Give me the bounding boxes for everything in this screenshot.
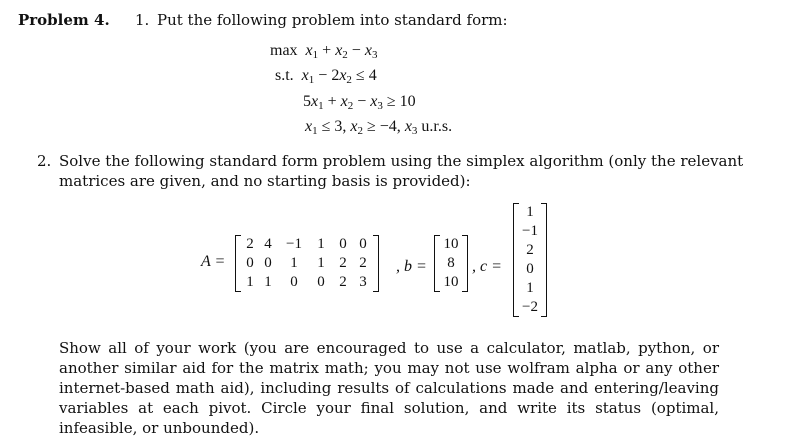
vector-b-row: 8 [447,255,455,271]
vector-c-row: −2 [522,299,538,315]
item1-text: Put the following problem into standard form: [157,11,508,29]
matrix-a-row: 0 0 1 1 2 2 [246,255,367,271]
lp-constraint-3: $x_1 \le 3$, $x_2 \ge -4$, $x_3$ u.r.s. [305,118,453,137]
item2-number: 2. [37,152,52,170]
vector-c-row: 0 [526,261,534,277]
vector-b [441,235,461,292]
matrix-a-row: 2 4 −1 1 0 0 [246,236,367,252]
item2-line1: Solve the following standard form problem using the simplex algorithm (only the relevant [59,152,744,170]
max-keyword: max [270,42,298,59]
lp-constraint-2: $5x_1 + x_2 - x_3 \ge 10$ [303,93,416,112]
vector-b-label: , b = [396,258,427,275]
lp-objective-line: $\max x_1 + x_2 - x_3$ [270,42,378,61]
vector-c-row: −1 [522,223,538,239]
vector-c-row: 2 [526,242,534,258]
item1-number: 1. [135,11,150,29]
vector-b-row: 10 [443,236,459,252]
matrix-a-row: 1 1 0 0 2 3 [246,274,367,290]
problem-label: Problem 4. [18,11,110,29]
st-keyword: s.t. [275,67,294,84]
matrix-a-label: A = [201,253,226,270]
urs-label: u.r.s. [421,118,453,135]
matrix-a [242,235,372,292]
vector-c-label: , c = [472,258,502,275]
instructions-paragraph: Show all of your work (you are encouraged to use a calculator, matlab, python, or another similar aid for the matrix math; you may not use wolfram alpha or any other internet-based math aid), including results of calculations made and entering/leaving variables at each pivot. Circle your final solution, and write its status (optimal, infeasible, or unbounded). [59,339,719,437]
vector-c [520,203,540,317]
vector-c-row: 1 [526,280,534,296]
item2-line2: matrices are given, and no starting basis is provided): [59,172,471,190]
lp-constraint-1: s.t. $x_1 - 2x_2 \le 4$ [275,67,377,86]
vector-b-row: 10 [443,274,459,290]
vector-c-row: 1 [526,204,534,220]
